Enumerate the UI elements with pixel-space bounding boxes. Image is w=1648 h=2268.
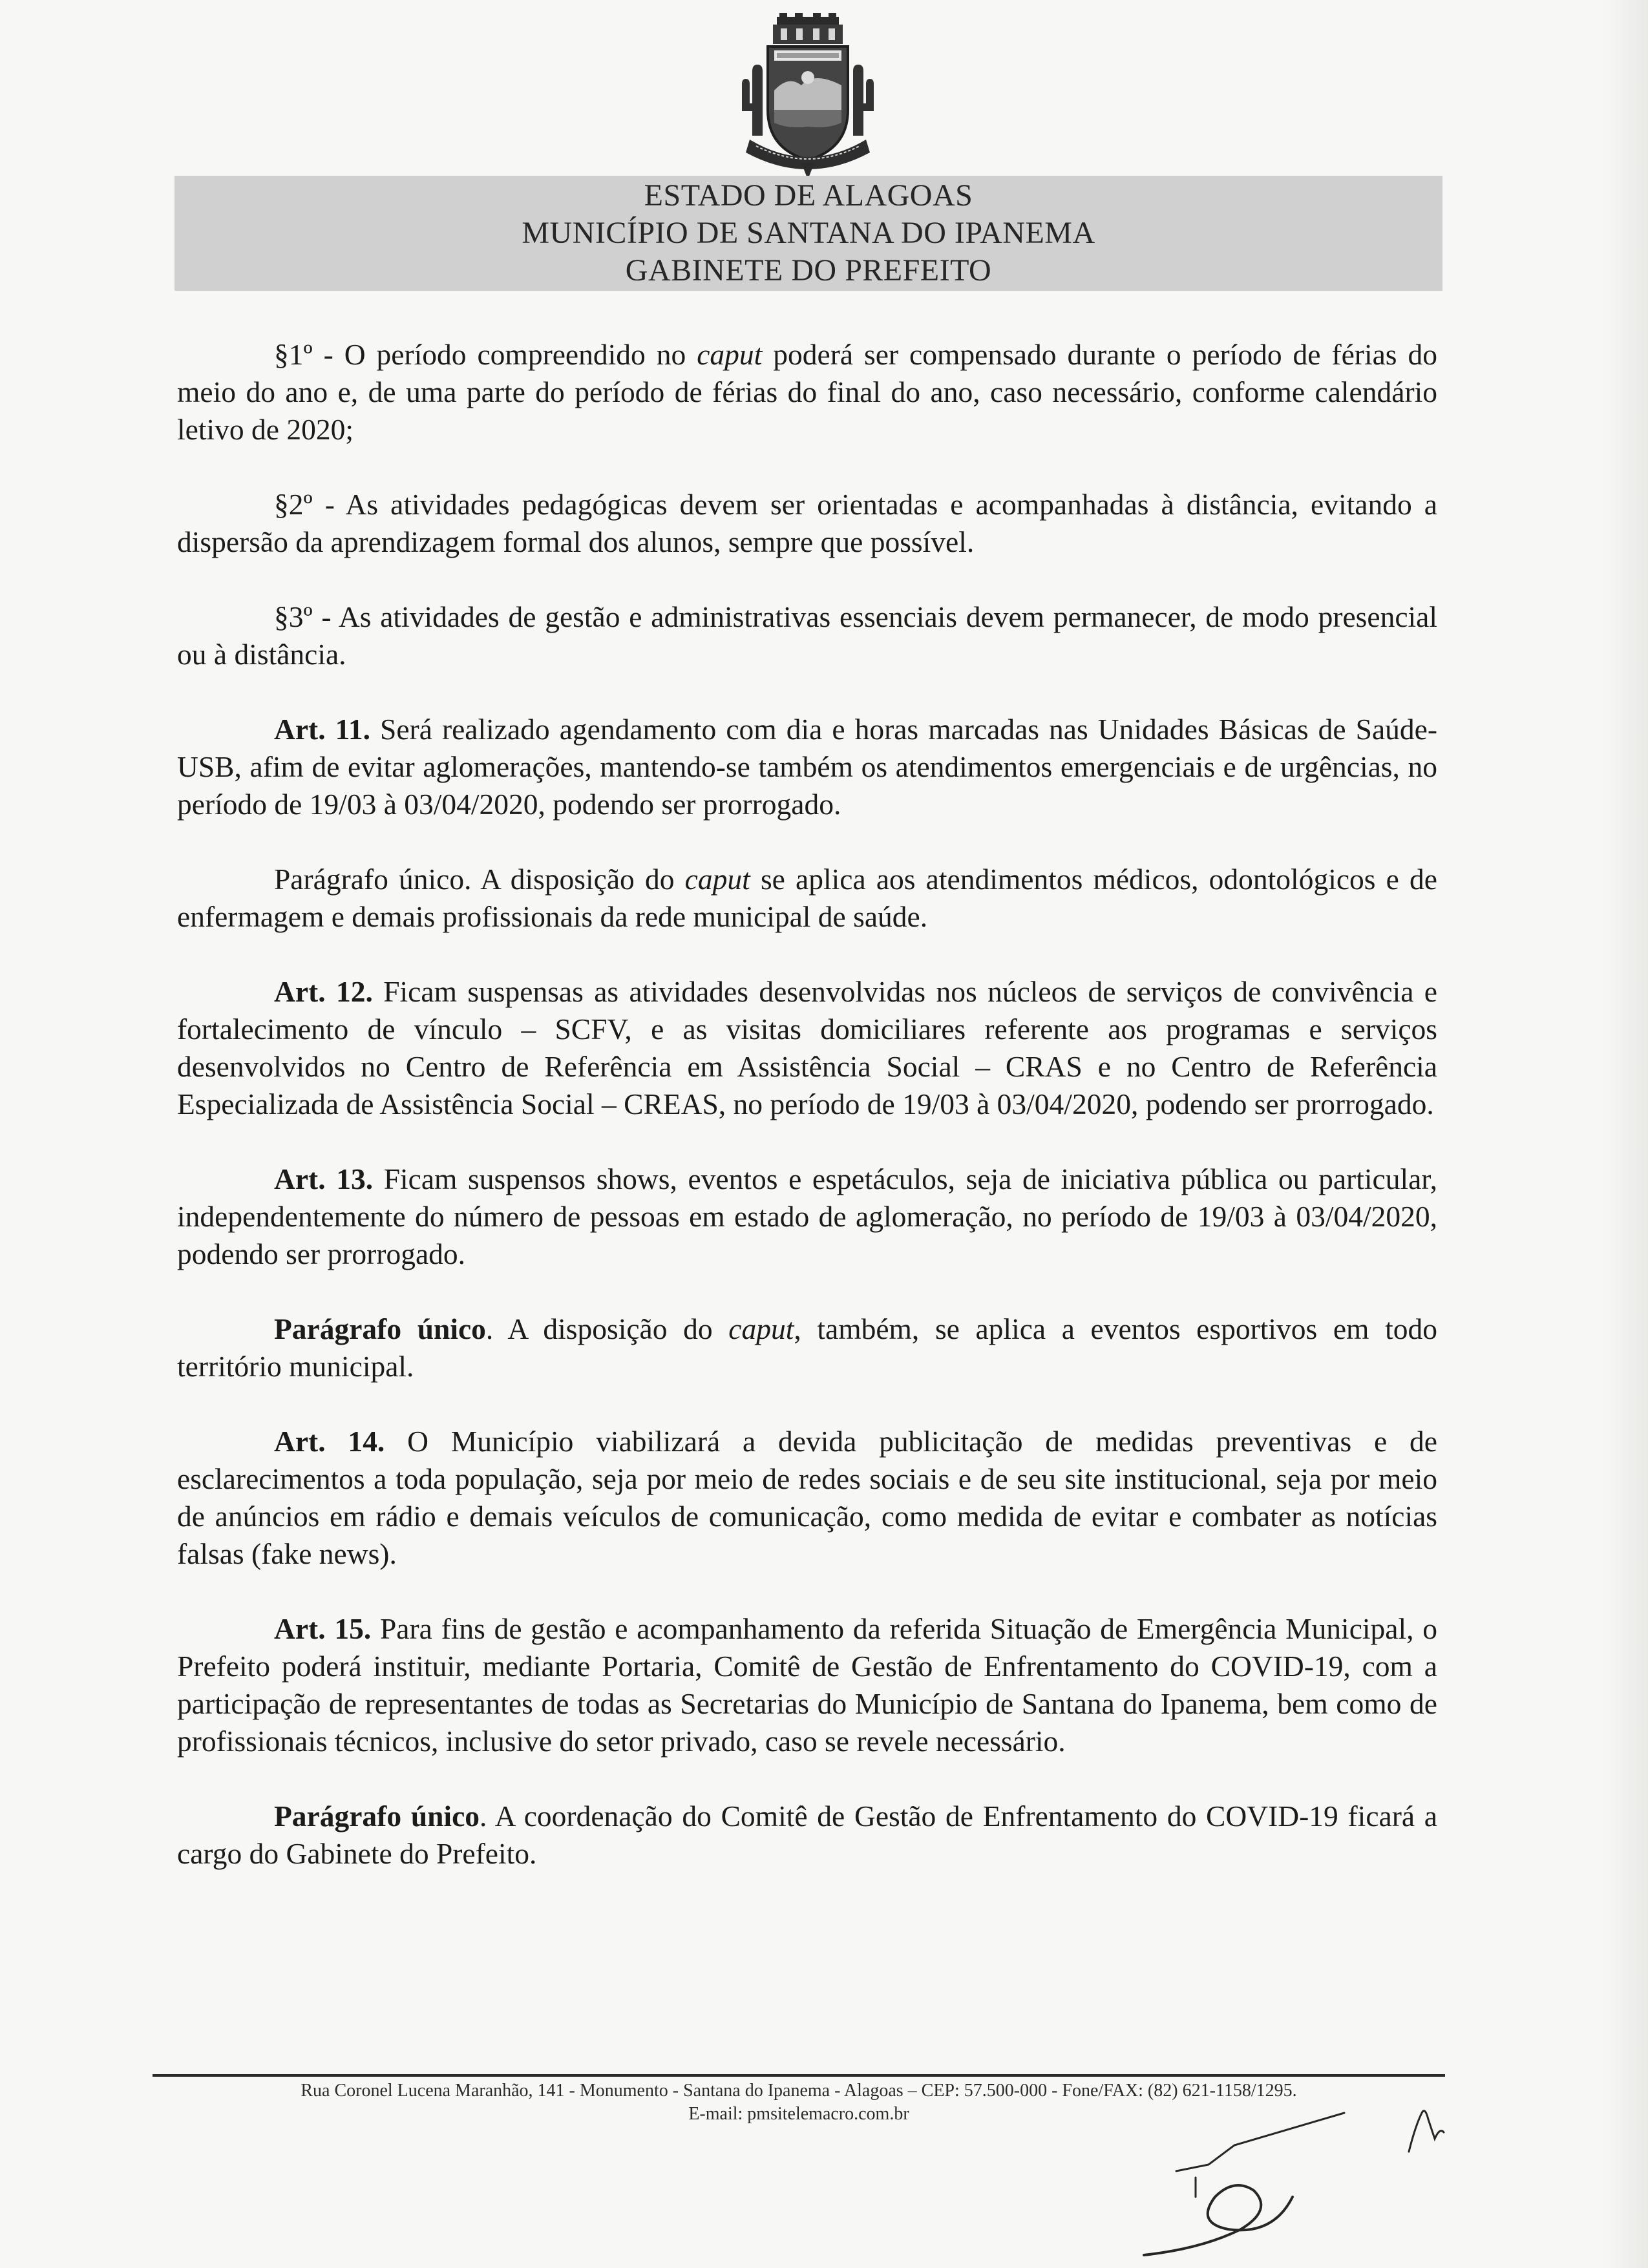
article-11: Art. 11. Será realizado agendamento com dia e horas marcadas nas Unidades Básicas de Saúde- USB, afim de evitar aglomerações, mantendo-se também os atendimentos emergenciais e de urgências, no período de 19/03 à 03/04/2020, podendo ser prorrogado. — [177, 713, 1437, 821]
article-13: Art. 13. Ficam suspensos shows, eventos e espetáculos, seja de iniciativa pública ou particular, independentemente do número de pessoas em estado de aglomeração, no período de 19/03 à 03/04/2020, podendo ser prorrogado. — [177, 1162, 1437, 1270]
paragraph-3: §3º - As atividades de gestão e administrativas essenciais devem permanecer, de modo presencial ou à distância. — [177, 600, 1437, 671]
footer-email: E-mail: pmsitelemacro.com.br — [688, 2104, 909, 2124]
paragraph-2: §2º - As atividades pedagógicas devem ser orientadas e acompanhadas à distância, evitando a dispersão da aprendizagem formal dos alunos, sempre que possível. — [177, 488, 1437, 558]
letterhead-band — [174, 176, 1442, 291]
handwritten-signature-icon — [1125, 2068, 1486, 2262]
article-11-sole-paragraph: Parágrafo único. A disposição do caput se aplica aos atendimentos médicos, odontológicos e de enfermagem e demais profissionais da rede municipal de saúde. — [177, 863, 1437, 933]
header-office: GABINETE DO PREFEITO — [625, 253, 992, 288]
article-14: Art. 14. O Município viabilizará a devida publicitação de medidas preventivas e de esclarecimentos a toda população, seja por meio de redes sociais e de seu site institucional, seja por meio de anúncios em rádio e demais veículos de comunicação, como medida de evitar e combater as notícias falsas (fake news). — [177, 1425, 1437, 1570]
article-13-sole-paragraph: Parágrafo único. A disposição do caput, também, se aplica a eventos esportivos em todo território municipal. — [177, 1312, 1437, 1383]
document-body — [177, 336, 1437, 1910]
paragraph-1: §1º - O período compreendido no caput poderá ser compensado durante o período de férias do meio do ano e, de uma parte do período de férias do final do ano, caso necessário, conforme calendário letivo de 2020; — [177, 338, 1437, 446]
page-edge-shadow — [1603, 0, 1648, 2268]
article-12: Art. 12. Ficam suspensas as atividades desenvolvidas nos núcleos de serviços de convivência e fortalecimento de vínculo – SCFV, e as visitas domiciliares referente aos programas e serviços desenvolvidos no Centro de Referência em Assistência Social – CRAS e no Centro de Referência Especializada de Assistência Social – CREAS, no período de 19/03 à 03/04/2020, podendo ser prorrogado. — [177, 975, 1437, 1120]
header-municipality: MUNICÍPIO DE SANTANA DO IPANEMA — [522, 216, 1095, 250]
municipal-crest-icon — [737, 13, 879, 180]
footer-address: Rua Coronel Lucena Maranhão, 141 - Monumento - Santana do Ipanema - Alagoas – CEP: 57.500-000 - Fone/FAX: (82) 621-1158/1295. — [301, 2081, 1297, 2101]
article-15: Art. 15. Para fins de gestão e acompanhamento da referida Situação de Emergência Municipal, o Prefeito poderá instituir, mediante Portaria, Comitê de Gestão de Enfrentamento do COVID-19, com a participação de representantes de todas as Secretarias do Município de Santana do Ipanema, bem como de profissionais técnicos, inclusive do setor privado, caso se revele necessário. — [177, 1612, 1437, 1758]
header-state: ESTADO DE ALAGOAS — [644, 178, 973, 213]
article-15-sole-paragraph: Parágrafo único. A coordenação do Comitê de Gestão de Enfrentamento do COVID-19 ficará a cargo do Gabinete do Prefeito. — [177, 1800, 1437, 1870]
